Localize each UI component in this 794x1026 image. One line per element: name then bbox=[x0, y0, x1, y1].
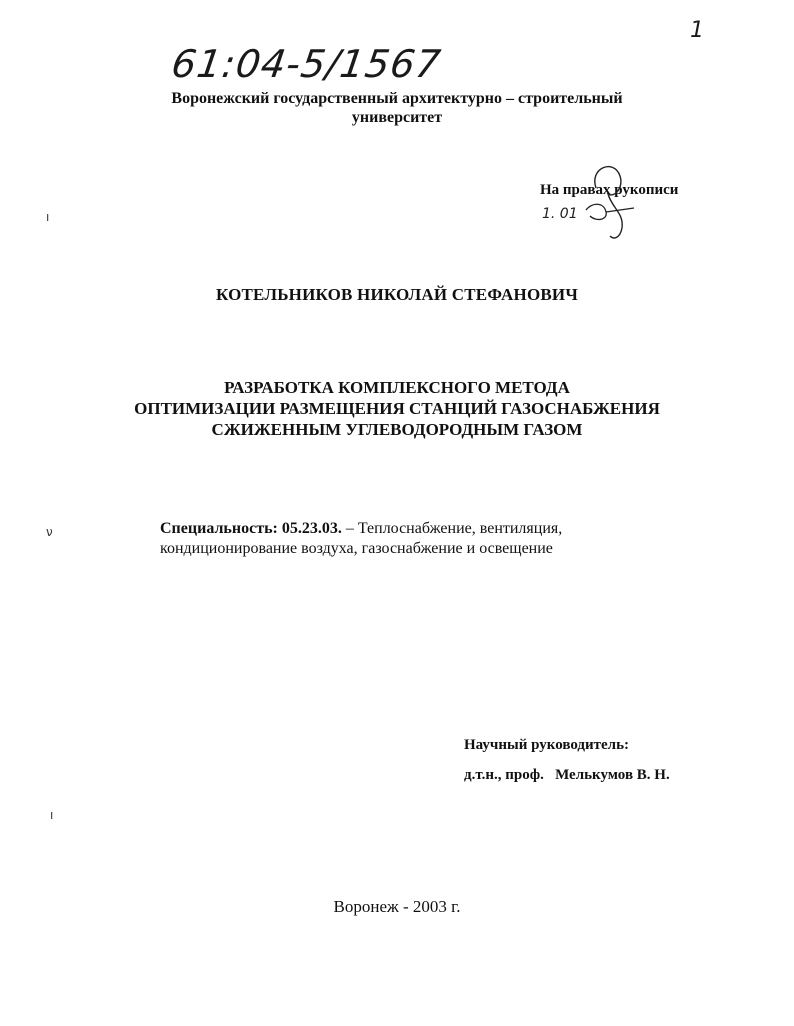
supervisor-name: Мелькумов В. Н. bbox=[555, 767, 670, 783]
thesis-title-line: СЖИЖЕННЫМ УГЛЕВОДОРОДНЫМ ГАЗОМ bbox=[211, 420, 583, 439]
margin-mark: ı bbox=[46, 210, 50, 224]
signature-initials: 1. 01 bbox=[542, 206, 578, 222]
specialty-description: – Теплоснабжение, вентиляция, bbox=[345, 520, 563, 537]
thesis-title-line: ОПТИМИЗАЦИИ РАЗМЕЩЕНИЯ СТАНЦИЙ ГАЗОСНАБЖЕНИЯ bbox=[134, 399, 660, 418]
specialty-description-continued: кондиционирование воздуха, газоснабжение и освещение bbox=[160, 540, 553, 557]
university-name-continued: университет bbox=[351, 109, 443, 126]
margin-mark: ν bbox=[46, 525, 53, 539]
university-name: Воронежский государственный архитектурно – строительный bbox=[171, 90, 623, 107]
city-year: Воронеж - 2003 г. bbox=[333, 897, 461, 916]
specialty-label: Специальность: bbox=[160, 520, 278, 537]
handwritten-page-number: 1 bbox=[690, 18, 704, 43]
manuscript-rights-label: На правах рукописи bbox=[540, 182, 679, 198]
supervisor-degree: д.т.н., проф. bbox=[464, 767, 544, 783]
handwritten-archive-code: 61:04-5/1567 bbox=[168, 42, 445, 86]
margin-mark: ı bbox=[50, 808, 54, 822]
supervisor-label: Научный руководитель: bbox=[464, 737, 629, 753]
supervisor-info bbox=[464, 767, 670, 784]
specialty-block bbox=[160, 518, 640, 540]
specialty-code: 05.23.03. bbox=[281, 520, 342, 537]
author-name: КОТЕЛЬНИКОВ НИКОЛАЙ СТЕФАНОВИЧ bbox=[215, 285, 579, 304]
thesis-title-line: РАЗРАБОТКА КОМПЛЕКСНОГО МЕТОДА bbox=[224, 378, 570, 397]
handwritten-signature bbox=[534, 158, 654, 248]
